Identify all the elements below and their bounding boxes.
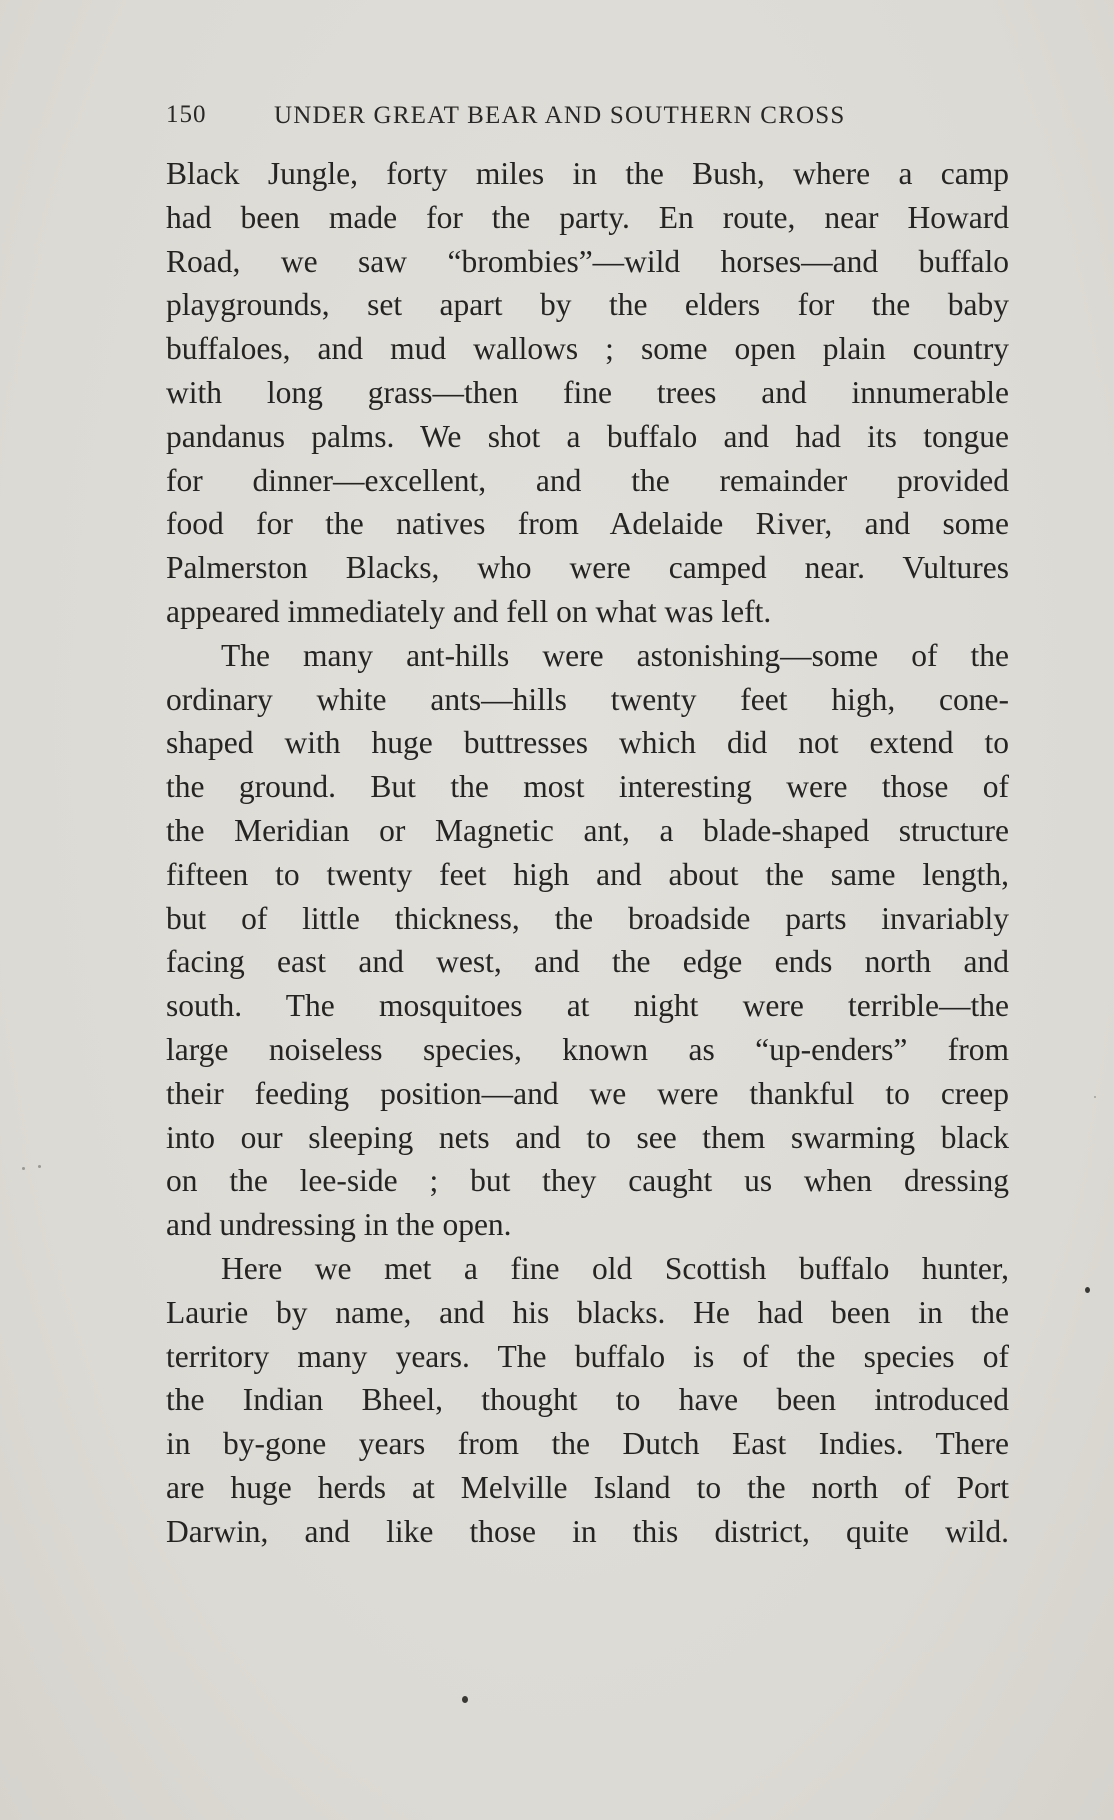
page-header [166, 101, 1016, 135]
body-text [166, 152, 1009, 1554]
text-line: are huge herds at Melville Island to the north of Port [166, 1469, 1009, 1505]
text-line: into our sleeping nets and to see them swarming black [166, 1119, 1009, 1155]
text-line: shaped with huge buttresses which did not extend to [166, 725, 1009, 761]
text-line: playgrounds, set apart by the elders for the baby [166, 287, 1009, 323]
text-line: and undressing in the open. [166, 1207, 512, 1243]
text-line: south. The mosquitoes at night were terrible—the [166, 988, 1009, 1024]
text-line: the Meridian or Magnetic ant, a blade-shaped structure [166, 812, 1009, 848]
ink-speck [1094, 1096, 1096, 1098]
ink-speck [462, 1696, 468, 1703]
text-line: facing east and west, and the edge ends north and [166, 944, 1009, 980]
text-line: on the lee-side ; but they caught us when dressing [166, 1163, 1009, 1199]
text-line: fifteen to twenty feet high and about the same length, [166, 856, 1009, 892]
text-line: territory many years. The buffalo is of the species of [166, 1338, 1009, 1374]
text-line: pandanus palms. We shot a buffalo and had its tongue [166, 418, 1009, 454]
text-line: ordinary white ants—hills twenty feet high, cone- [166, 681, 1009, 717]
text-line: food for the natives from Adelaide River, and some [166, 506, 1009, 542]
page-number: 150 [166, 101, 207, 128]
text-line: in by-gone years from the Dutch East Indies. There [166, 1426, 1009, 1462]
text-line: Road, we saw “brombies”—wild horses—and buffalo [166, 243, 1009, 279]
text-line: Black Jungle, forty miles in the Bush, where a camp [166, 156, 1009, 191]
text-line: Darwin, and like those in this district, quite wild. [166, 1513, 1009, 1549]
ink-speck [38, 1165, 41, 1168]
text-line: the ground. But the most interesting were those of [166, 769, 1009, 805]
text-line: but of little thickness, the broadside parts invariably [166, 900, 1009, 936]
text-line: large noiseless species, known as “up-enders” from [166, 1031, 1009, 1067]
text-line: for dinner—excellent, and the remainder provided [166, 462, 1009, 498]
text-line: with long grass—then fine trees and innumerable [166, 374, 1009, 410]
text-line: Palmerston Blacks, who were camped near. Vultures [166, 550, 1009, 586]
text-line: Laurie by name, and his blacks. He had been in the [166, 1294, 1009, 1330]
text-line: their feeding position—and we were thankful to creep [166, 1075, 1009, 1111]
text-line: the Indian Bheel, thought to have been introduced [166, 1382, 1009, 1418]
text-line: buffaloes, and mud wallows ; some open plain country [166, 331, 1009, 367]
ink-speck [22, 1167, 25, 1170]
text-line: Here we met a fine old Scottish buffalo hunter, [221, 1250, 1009, 1286]
running-title: UNDER GREAT BEAR AND SOUTHERN CROSS [274, 102, 846, 129]
ink-speck [1085, 1287, 1090, 1293]
text-line: had been made for the party. En route, near Howard [166, 199, 1009, 235]
text-line: The many ant-hills were astonishing—some of the [221, 637, 1009, 673]
text-line: appeared immediately and fell on what was left. [166, 593, 772, 629]
